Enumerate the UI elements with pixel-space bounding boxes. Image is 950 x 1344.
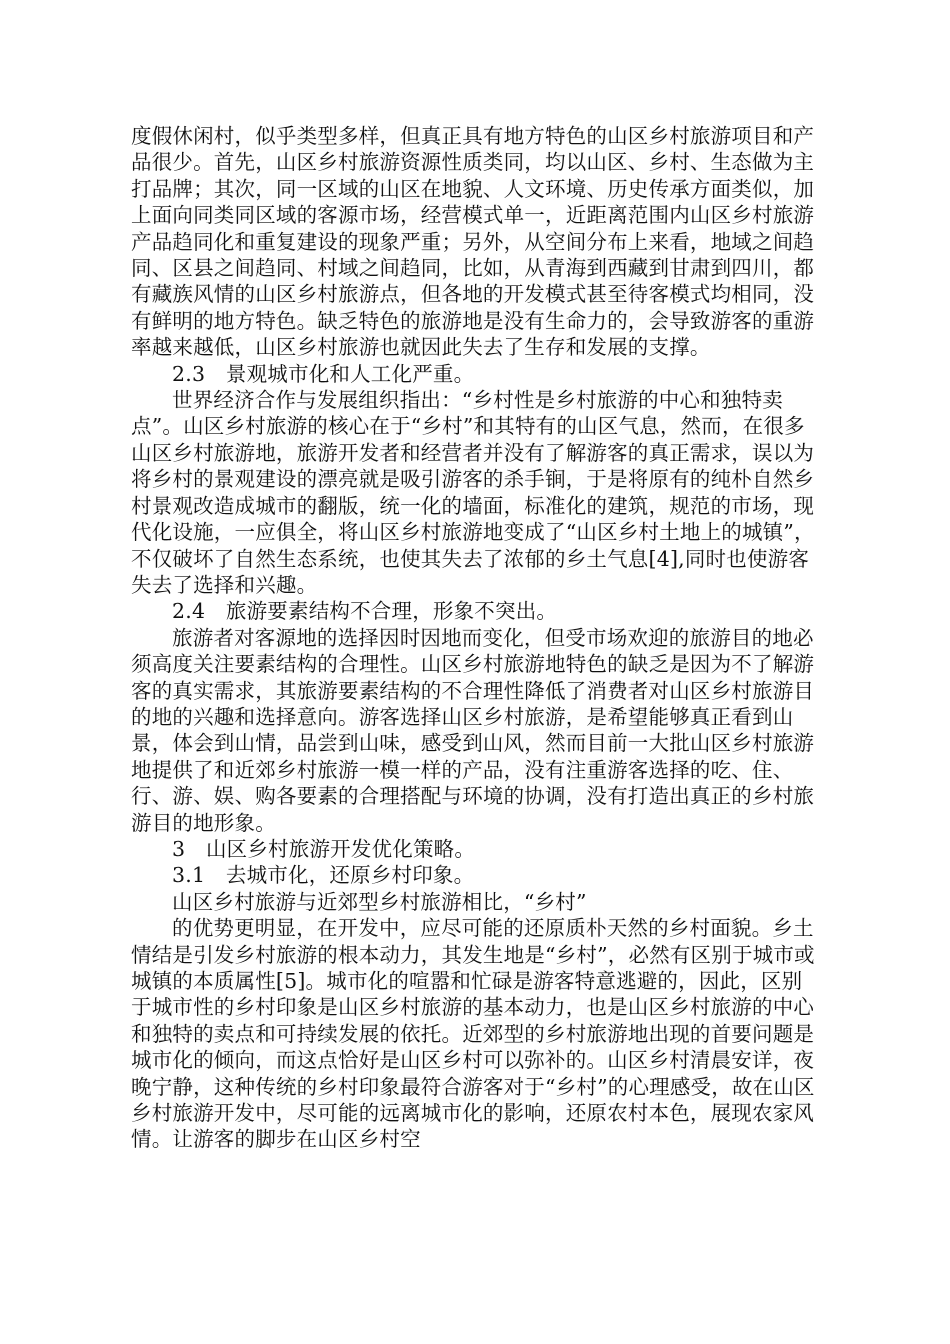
paragraph-continuation: 度假休闲村，似乎类型多样，但真正具有地方特色的山区乡村旅游项目和产品很少。首先，山区乡村旅游资源性质类同，均以山区、乡村、生态做为主打品牌；其次，同一区域的山区在地貌、人文环境、历史传承方面类似，加上面向同类同区域的客源市场，经营模式单一，近距离范围内山区乡村旅游产品趋同化和重复建设的现象严重；另外，从空间分布上来看，地域之间趋同、区县之间趋同、村域之间趋同，比如，从青海到西藏到甘肃到四川，都有藏族风情的山区乡村旅游点，但各地的开发模式甚至待客模式均相同，没有鲜明的地方特色。缺乏特色的旅游地是没有生命力的，会导致游客的重游率越来越低，山区乡村旅游也就因此失去了生存和发展的支撑。 (131, 124, 815, 360)
section-heading-3-1: 3.1 去城市化，还原乡村印象。 (172, 863, 475, 888)
section-heading-2-4: 2.4 旅游要素结构不合理，形象不突出。 (172, 599, 558, 624)
paragraph: 旅游者对客源地的选择因时因地而变化，但受市场欢迎的旅游目的地必须高度关注要素结构的合理性。山区乡村旅游地特色的缺乏是因为不了解游客的真实需求，其旅游要素结构的不合理性降低了消费者对山区乡村旅游目的地的兴趣和选择意向。游客选择山区乡村旅游，是希望能够真正看到山景，体会到山情，品尝到山味，感受到山风，然而目前一大批山区乡村旅游地提供了和近郊乡村旅游一模一样的产品，没有注重游客选择的吃、住、行、游、娱、购各要素的合理搭配与环境的协调，没有打造出真正的乡村旅游目的地形象。 (131, 625, 815, 835)
paragraph-first-line: 山区乡村旅游与近郊型乡村旅游相比，“乡村” (172, 889, 587, 914)
paragraph: 世界经济合作与发展组织指出：“乡村性是乡村旅游的中心和独特卖点”。山区乡村旅游的核心在于“乡村”和其特有的山区气息，然而，在很多山区乡村旅游地，旅游开发者和经营者并没有了解游客的真正需求，误以为将乡村的景观建设的漂亮就是吸引游客的杀手锏，于是将原有的纯朴自然乡村景观改造成城市的翻版，统一化的墙面，标准化的建筑，规范的市场，现代化设施，一应俱全，将山区乡村旅游地变成了“山区乡村土地上的城镇”，不仅破坏了自然生态系统，也使其失去了浓郁的乡土气息[4],同时也使游客失去了选择和兴趣。 (131, 388, 815, 597)
body-text (131, 123, 821, 1153)
section-heading-2-3: 2.3 景观城市化和人工化严重。 (172, 361, 475, 386)
paragraph: 的优势更明显，在开发中，应尽可能的还原质朴天然的乡村面貌。乡土情结是引发乡村旅游的根本动力，其发生地是“乡村”，必然有区别于城市或城镇的本质属性[5]。城市化的喧嚣和忙碌是游客特意逃避的，因此，区别于城市性的乡村印象是山区乡村旅游的基本动力，也是山区乡村旅游的中心和独特的卖点和可持续发展的依托。近郊型的乡村旅游地出现的首要问题是城市化的倾向，而这点恰好是山区乡村可以弥补的。山区乡村清晨安详，夜晚宁静，这种传统的乡村印象最符合游客对于“乡村”的心理感受，故在山区乡村旅游开发中，尽可能的远离城市化的影响，还原农村本色，展现农家风情。让游客的脚步在山区乡村空 (131, 916, 815, 1152)
section-heading-3: 3 山区乡村旅游开发优化策略。 (172, 836, 476, 861)
